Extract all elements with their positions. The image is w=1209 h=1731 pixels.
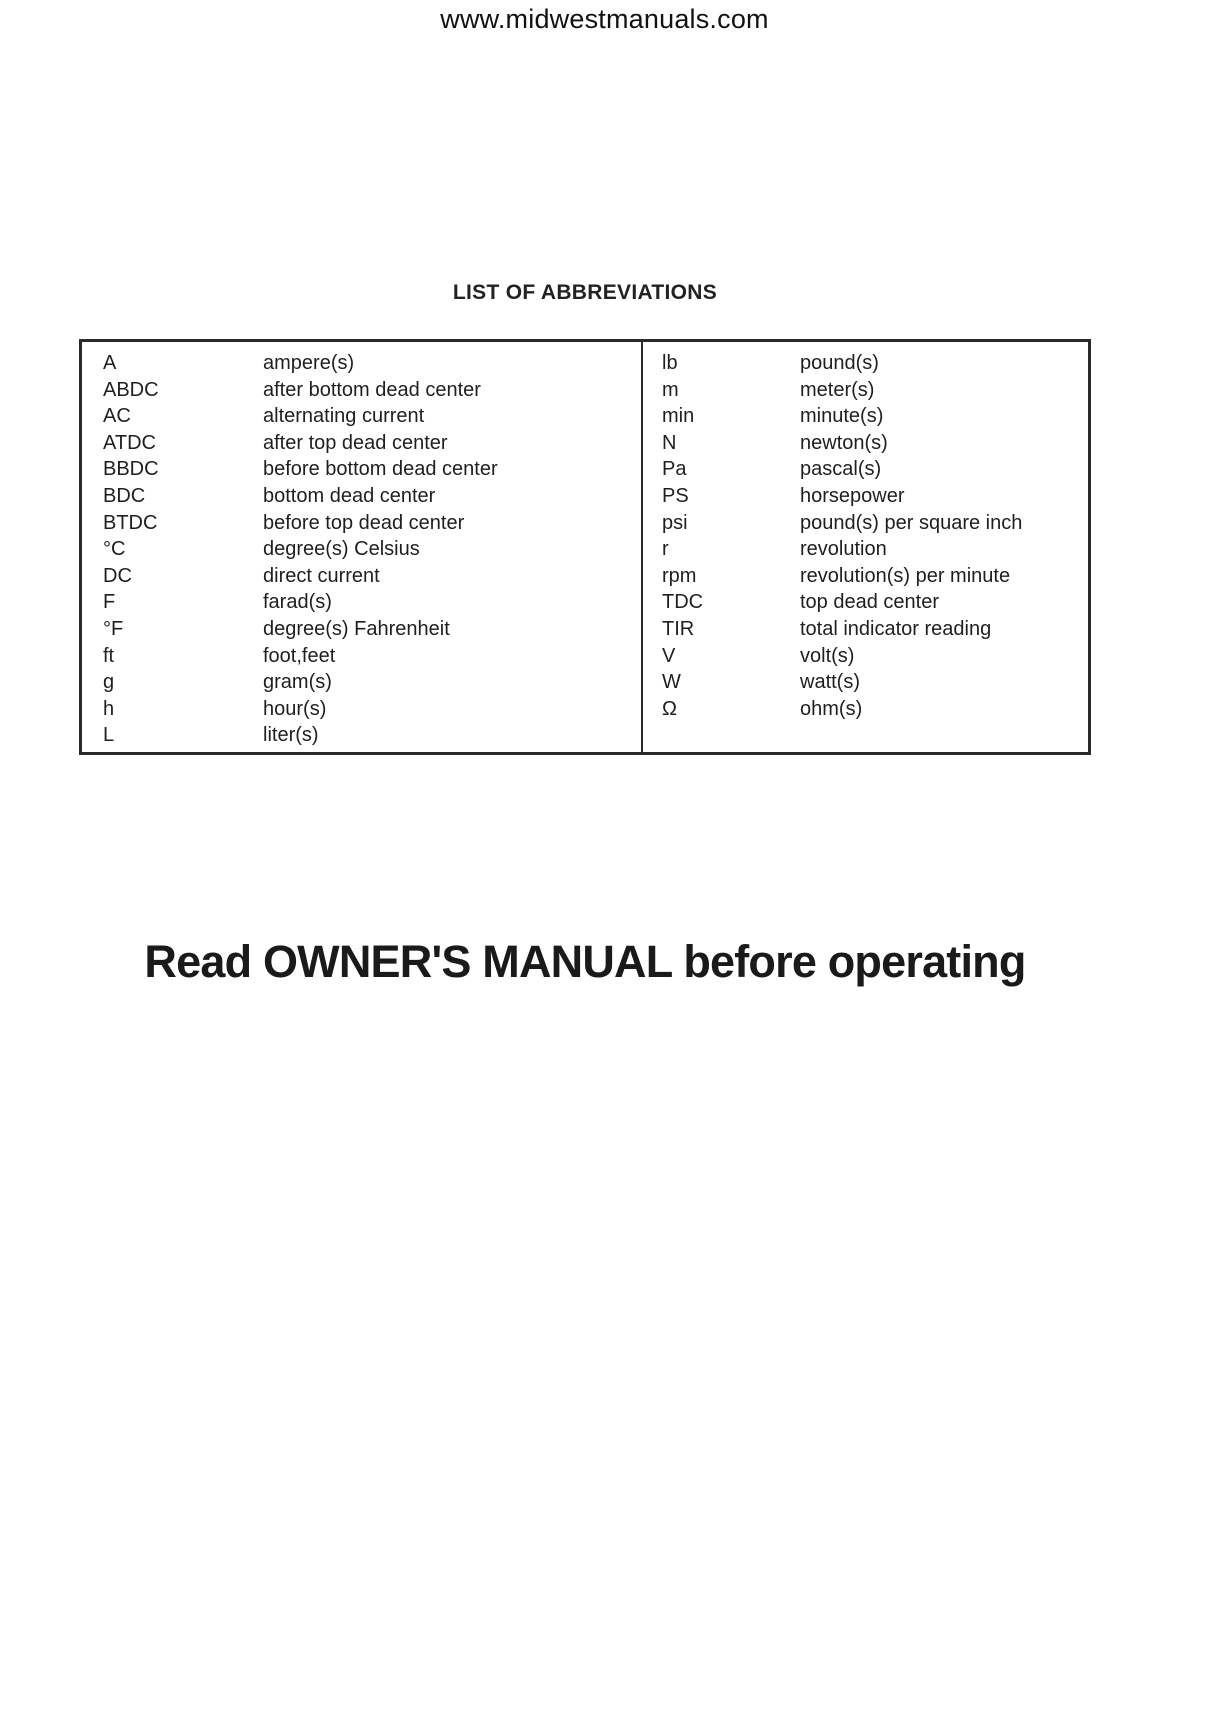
abbreviation-term: lb — [662, 352, 678, 374]
abbreviation-meaning: watt(s) — [800, 671, 860, 694]
abbreviation-meaning: degree(s) Celsius — [263, 538, 420, 561]
abbreviation-meaning: meter(s) — [800, 378, 875, 401]
abbreviation-meaning: ohm(s) — [800, 697, 863, 720]
abbreviation-term: °F — [103, 617, 124, 640]
abbreviation-term: ABDC — [103, 378, 159, 401]
abbreviation-meaning: foot,feet — [263, 644, 336, 667]
abbreviation-meaning: pound(s) — [800, 352, 879, 374]
abbreviation-meaning: direct current — [263, 564, 380, 587]
site-url: www.midwestmanuals.com — [440, 4, 769, 34]
abbreviation-meaning: before bottom dead center — [263, 458, 498, 481]
column-divider — [641, 342, 643, 752]
owners-manual-notice: Read OWNER'S MANUAL before operating — [144, 936, 1026, 987]
abbreviation-meaning: minute(s) — [800, 405, 884, 428]
abbreviation-meaning: before top dead center — [263, 511, 465, 534]
abbreviation-term: BTDC — [103, 511, 158, 534]
abbreviation-meaning: after top dead center — [263, 431, 448, 454]
abbreviation-term: ATDC — [103, 431, 156, 454]
abbreviation-meaning: degree(s) Fahrenheit — [263, 617, 450, 640]
abbreviation-meaning: alternating current — [263, 405, 425, 428]
abbreviation-meaning: volt(s) — [800, 644, 855, 667]
abbreviation-term: h — [103, 697, 115, 720]
abbreviation-term: rpm — [662, 564, 697, 587]
abbreviation-term: r — [662, 538, 669, 561]
abbreviation-term: PS — [662, 484, 689, 507]
abbreviation-meaning: bottom dead center — [263, 484, 436, 507]
abbreviation-term: TDC — [662, 591, 704, 614]
abbreviation-term: BBDC — [103, 458, 159, 481]
abbreviation-term: BDC — [103, 484, 146, 507]
abbreviation-meaning: after bottom dead center — [263, 378, 481, 401]
abbreviation-term: g — [103, 671, 115, 694]
abbreviations-title: LIST OF ABBREVIATIONS — [452, 281, 718, 304]
abbreviation-meaning: revolution — [800, 538, 887, 561]
abbreviation-term: min — [662, 405, 695, 428]
abbreviation-meaning: pascal(s) — [800, 458, 882, 481]
abbreviation-meaning: ampere(s) — [263, 352, 355, 374]
abbreviation-meaning: hour(s) — [263, 697, 327, 720]
abbreviation-meaning: gram(s) — [263, 671, 332, 694]
abbreviation-meaning: newton(s) — [800, 431, 888, 454]
abbreviation-term: m — [662, 378, 679, 401]
abbreviation-term: psi — [662, 511, 688, 534]
abbreviation-term: °C — [103, 538, 126, 561]
abbreviation-term: AC — [103, 405, 131, 428]
abbreviation-term: A — [103, 352, 117, 374]
abbreviation-meaning: top dead center — [800, 591, 939, 614]
abbreviation-term: F — [103, 591, 116, 614]
abbreviation-term: N — [662, 431, 677, 454]
abbreviation-meaning: liter(s) — [263, 724, 319, 747]
abbreviation-term: TIR — [662, 617, 695, 640]
abbreviation-meaning: pound(s) per square inch — [800, 511, 1023, 534]
abbreviation-term: Ω — [662, 697, 677, 720]
abbreviation-term: L — [103, 724, 115, 747]
abbreviation-term: ft — [103, 644, 115, 667]
abbreviation-meaning: total indicator reading — [800, 617, 992, 640]
abbreviation-meaning: revolution(s) per minute — [800, 564, 1011, 587]
abbreviation-term: W — [662, 671, 681, 694]
abbreviation-term: DC — [103, 564, 132, 587]
abbreviation-meaning: farad(s) — [263, 591, 332, 614]
abbreviation-term: Pa — [662, 458, 687, 481]
abbreviations-table — [79, 339, 1091, 755]
abbreviation-meaning: horsepower — [800, 484, 905, 507]
abbreviation-term: V — [662, 644, 676, 667]
